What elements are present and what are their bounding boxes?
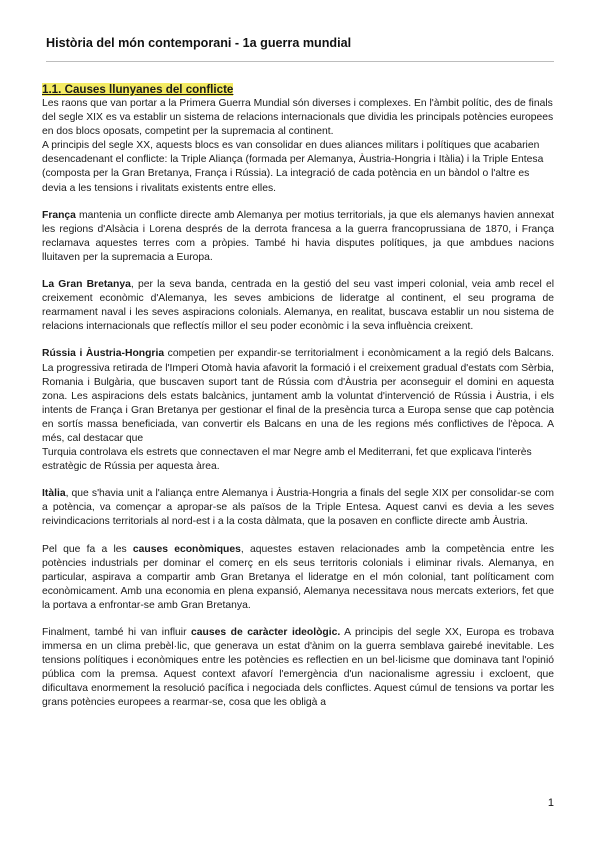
document-header-title: Història del món contemporani - 1a guerra mundial xyxy=(46,36,352,50)
paragraph-italia: Itàlia, que s'havia unit a l'aliança entre Alemanya i Àustria-Hongria a finals del segle XIX per consolidar-se com a potència, va començar a apropar-se als països de la Triple Entesa. Aquest canvi es devia a les seves reivindicacions territorials al nord-est i a la costa dàlmata, que la posaven en conflicte directe amb Àustria. xyxy=(42,488,554,528)
term-russia-austria: Rússia i Àustria-Hongria xyxy=(42,348,165,360)
paragraph-causes-ideologiques: Finalment, també hi van influir causes de caràcter ideològic. A principis del segle XX, Europa es trobava immersa en un clima prebèl·lic, que generava un estat d'ànim on la guerra semblava gairebé inevitable. Les tensions polítiques i econòmiques entre les potències es reflectien en un bel·licisme que dominava tant l'opinió pública com la premsa. Aquest context afavorí l'emergència d'un nacionalisme agressiu i excloent, que dificultava enormement la resolució pacífica i negociada dels conflictes. Aquest cúmul de tensions va portar les grans potències europees a rearmar-se, cosa que les obligà a xyxy=(42,627,554,709)
term-franca: França xyxy=(42,209,76,221)
paragraph-russia-austria-continued: Turquia controlava els estrets que connectaven el mar Negre amb el Mediterrani, fet que explicava l'interès estratègic de Rússia per aquesta àrea. xyxy=(42,447,532,473)
paragraph-gran-bretanya: La Gran Bretanya, per la seva banda, centrada en la gestió del seu vast imperi colonial, veia amb recel el creixement econòmic d'Alemanya, les seves ambicions de lideratge al continent, el seu programa de rearmament naval i les seves aspiracions colonials. Alemanya, en realitat, buscava establir un nou sistema de relacions internacionals que reflectís millor el seu poder econòmic i la seva influència creixent. xyxy=(42,279,555,333)
paragraph-franca: França mantenia un conflicte directe amb Alemanya per motius territorials, ja que els alemanys havien annexat les regions d'Alsàcia i Lorena després de la derrota francesa a la guerra francoprussiana de 1870, i França reclamava aquestes terres com a pròpies. També hi havia disputes polítiques, ja que ambdues nacions lluitaven per la supremacia a Europa. xyxy=(42,209,554,263)
section-title xyxy=(42,82,554,97)
term-causes-economiques: causes econòmiques xyxy=(132,543,241,555)
page-number: 1 xyxy=(547,797,554,809)
document-body xyxy=(42,82,554,711)
term-gran-bretanya: La Gran Bretanya xyxy=(42,279,131,291)
section-number: 1.1. xyxy=(42,83,62,96)
section-heading-text: Causes llunyanes del conflicte xyxy=(61,83,234,96)
term-causes-ideologiques: causes de caràcter ideològic. xyxy=(191,627,341,638)
paragraph-alliances: A principis del segle XX, aquests blocs es van consolidar en dues aliances militars i polítiques que acabarien desencadenant el conflicte: la Triple Aliança (formada per Alemanya, Àustria-Hongria i Itàlia) i la Triple Entesa (composta per la Gran Bretanya, França i Rússia). La integració de cada potència en un bàndol o l'altre es devia a les tensions i rivalitats existents entre elles. xyxy=(42,140,544,194)
paragraph-intro: Les raons que van portar a la Primera Guerra Mundial són diverses i complexes. En l'àmbit polític, des de finals del segle XIX es va establir un sistema de relacions internacionals que dividia les principals potències europees en dos blocs oposats, competint per la supremacia al continent. xyxy=(42,98,554,138)
paragraph-causes-economiques: Pel que fa a les causes econòmiques, aquestes estaven relacionades amb la competència entre les potències industrials per dominar el comerç en els seus territoris colonials i eliminar rivals. Alemanya, en particular, aspirava a compartir amb Gran Bretanya el lideratge en el món colonial, tant políticament com econòmicament. Amb una economia en plena expansió, Alemanya necessitava nous mercats exteriors, fet que la portava a enfrontar-se amb Gran Bretanya. xyxy=(42,543,554,611)
header-divider xyxy=(46,61,554,62)
section-title-highlight xyxy=(42,83,233,96)
term-italia: Itàlia xyxy=(42,488,66,500)
paragraph-russia-austria: Rússia i Àustria-Hongria competien per expandir-se territorialment i econòmicament a la regió dels Balcans. La progressiva retirada de l'Imperi Otomà havia afavorit la formació i el creixement gradual d'estats com Sèrbia, Romania i Bulgària, que buscaven suport tant de Rússia com d'Àustria per aconseguir el domini en aquesta zona. Les aspiracions dels estats balcànics, juntament amb la voluntat d'intervenció de Rússia i Àustria, i els intents de França i Gran Bretanya per gestionar el final de la presència turca a Europa sense que cap potència en sortís massa beneficiada, van convertir els Balcans en una de les regions més conflictives de l'època. A més, cal destacar que xyxy=(42,348,554,444)
